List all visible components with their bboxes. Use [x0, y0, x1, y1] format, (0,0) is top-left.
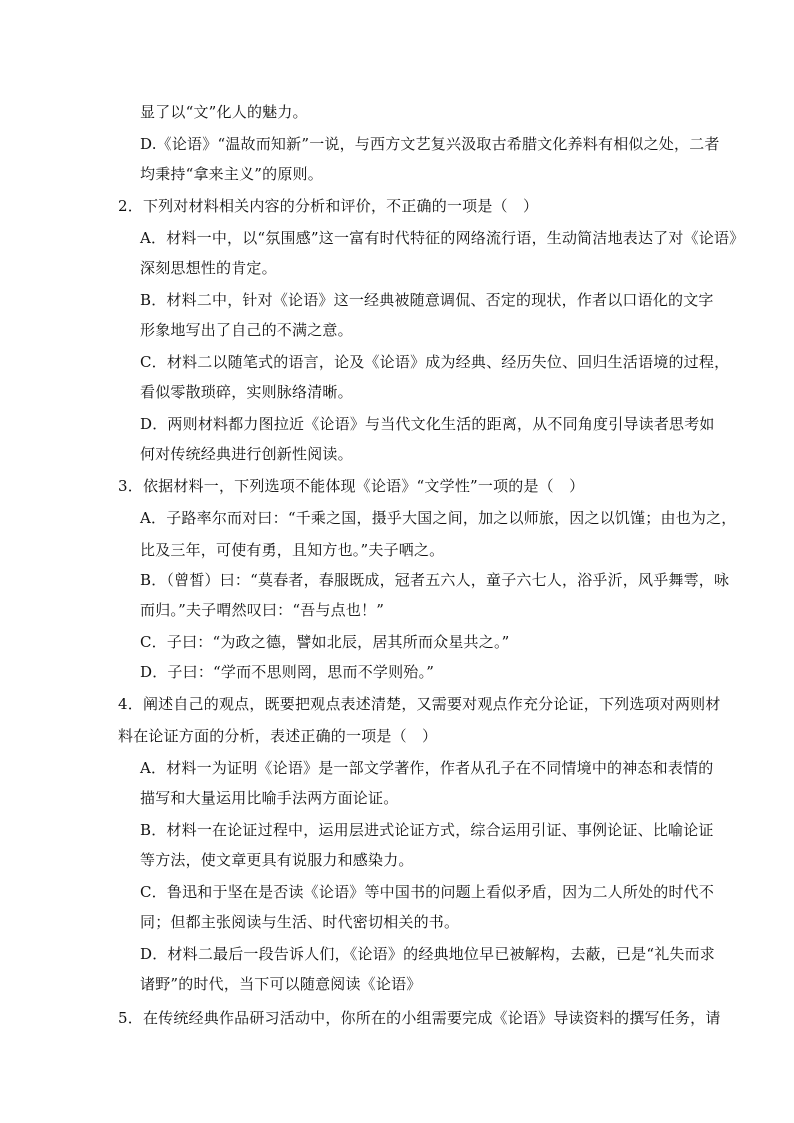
text-line: 而归。”夫子喟然叹曰：“吾与点也！”: [140, 601, 385, 619]
question-2: 2．下列对材料相关内容的分析和评价，不正确的一项是（ ）: [118, 197, 539, 215]
text-line: 看似零散琐碎，实则脉络清晰。: [140, 383, 353, 401]
text-line: 比及三年，可使有勇，且知方也。”夫子哂之。: [140, 541, 445, 559]
option-a: A．材料一中，以“氛围感”这一富有时代特征的网络流行语，生动简洁地表达了对《论语》: [140, 229, 745, 247]
text-line: 描写和大量运用比喻手法两方面论证。: [140, 789, 399, 807]
question-4: 4．阐述自己的观点，既要把观点表述清楚，又需要对观点作充分论证，下列选项对两则材: [118, 695, 721, 713]
option-b: B．材料二中，针对《论语》这一经典被随意调侃、否定的现状，作者以口语化的文字: [140, 291, 714, 309]
option-b: B．（曾皙）曰：“莫春者，春服既成，冠者五六人，童子六七人，浴乎沂，风乎舞雩，咏: [140, 571, 730, 589]
option-a: A．材料一为证明《论语》是一部文学著作，作者从孔子在不同情境中的神态和表情的: [140, 759, 714, 777]
text-line: 料在论证方面的分析，表述正确的一项是（ ）: [118, 727, 438, 745]
option-d: D．材料二最后一段告诉人们，《论语》的经典地位早已被解构，去蔽，已是“礼失而求: [140, 945, 715, 963]
option-c: C．子曰：“为政之德，譬如北辰，居其所而众星共之。”: [140, 633, 510, 651]
option-a: A．子路率尔而对曰：“千乘之国，摄乎大国之间，加之以师旅，因之以饥馑；由也为之，: [140, 509, 737, 527]
text-line: 显了以“文”化人的魅力。: [140, 103, 308, 121]
option-b: B．材料一在论证过程中，运用层进式论证方式，综合运用引证、事例论证、比喻论证: [140, 821, 714, 839]
text-line: 深刻思想性的肯定。: [140, 259, 277, 277]
question-3: 3．依据材料一，下列选项不能体现《论语》“文学性”一项的是（ ）: [118, 477, 585, 495]
text-line: 诸野”的时代，当下可以随意阅读《论语》: [140, 975, 422, 993]
option-c: C．鲁迅和于坚在是否读《论语》等中国书的问题上看似矛盾，因为二人所处的时代不: [140, 883, 715, 901]
option-c: C．材料二以随笔式的语言，论及《论语》成为经典、经历失位、回归生活语境的过程，: [140, 353, 730, 371]
text-line: 同；但都主张阅读与生活、时代密切相关的书。: [140, 913, 460, 931]
option-d: D．子曰：“学而不思则罔，思而不学则殆。”: [140, 663, 435, 681]
question-5: 5．在传统经典作品研习活动中，你所在的小组需要完成《论语》导读资料的撰写任务，请: [118, 1009, 721, 1027]
text-line: 形象地写出了自己的不满之意。: [140, 321, 353, 339]
option-d: D．两则材料都力图拉近《论语》与当代文化生活的距离，从不同角度引导读者思考如: [140, 415, 715, 433]
text-line: D.《论语》“温故而知新”一说，与西方文艺复兴汲取古希腊文化养料有相似之处，二者: [140, 135, 720, 153]
text-line: 何对传统经典进行创新性阅读。: [140, 445, 353, 463]
text-line: 等方法，使文章更具有说服力和感染力。: [140, 851, 414, 869]
text-line: 均秉持“拿来主义”的原则。: [140, 165, 323, 183]
